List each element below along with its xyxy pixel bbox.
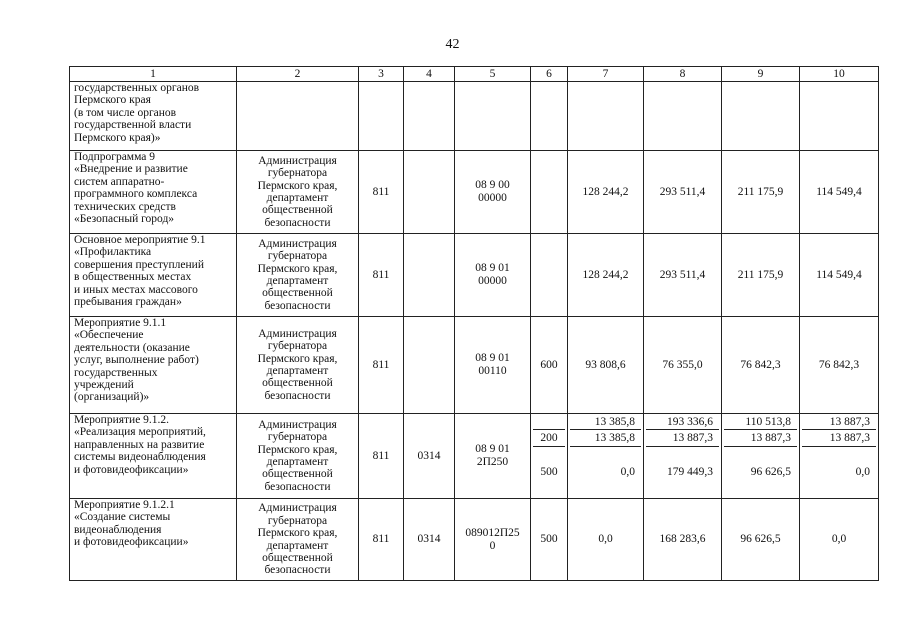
text-line: Пермского края, <box>257 352 338 365</box>
expense-type-cell <box>531 414 568 499</box>
text-line: «Профилактика <box>74 246 152 259</box>
target-article-cell <box>455 414 531 499</box>
amount-cell: 211 175,9 <box>722 234 800 317</box>
text-line: видеонаблюдения <box>74 523 162 536</box>
amount-value: 13 887,3 <box>646 430 719 447</box>
amount-cell: 0,0 <box>800 499 879 581</box>
target-article-cell <box>455 82 531 151</box>
text-line: общественной <box>262 204 333 217</box>
amount-cell <box>568 82 644 151</box>
table-body <box>70 67 879 581</box>
text-line: «Внедрение и развитие <box>74 163 188 176</box>
amount-cell: 76 842,3 <box>800 317 879 414</box>
column-header-row <box>70 67 879 82</box>
grbs-cell: 811 <box>359 414 404 499</box>
grbs-cell: 811 <box>359 151 404 234</box>
text-line: безопасности <box>264 389 331 402</box>
text-line: и фотовидеофиксации» <box>74 536 189 549</box>
table-row <box>70 317 879 414</box>
csr-line: 00110 <box>478 365 507 377</box>
text-line: программного комплекса <box>74 188 198 201</box>
csr-line: 08 9 01 <box>475 262 510 274</box>
executor-cell <box>237 151 359 234</box>
text-line: направленных на развитие <box>74 438 205 451</box>
grbs-cell <box>359 82 404 151</box>
measure-name-cell <box>70 82 237 151</box>
text-line: департамент <box>266 192 329 204</box>
expense-type-cell <box>531 151 568 234</box>
amount-value: 0,0 <box>620 465 635 478</box>
col-header: 8 <box>644 67 722 82</box>
amount-cell <box>800 414 879 499</box>
amount-value: 13 887,3 <box>724 430 797 447</box>
text-line: безопасности <box>264 564 331 577</box>
csr-line: 00000 <box>478 275 507 287</box>
text-line: учреждений <box>74 379 134 392</box>
amount-cell: 114 549,4 <box>800 234 879 317</box>
amount-value: 179 449,3 <box>667 465 713 478</box>
text-line: Администрация <box>258 502 337 515</box>
table-row <box>70 151 879 234</box>
text-line: «Обеспечение <box>74 329 144 342</box>
amount-cell <box>644 82 722 151</box>
target-article-cell <box>455 317 531 414</box>
csr-line: 08 9 01 <box>475 352 510 364</box>
measure-name-cell <box>70 414 237 499</box>
amount-cell: 93 808,6 <box>568 317 644 414</box>
table-row <box>70 82 879 151</box>
text-line: общественной <box>262 377 333 390</box>
text-line: Пермского края)» <box>74 131 161 144</box>
measure-name-cell <box>70 499 237 581</box>
text-line: безопасности <box>264 299 331 312</box>
amount-cell <box>722 82 800 151</box>
section-cell <box>404 82 455 151</box>
amount-value: 0,0 <box>855 465 870 478</box>
text-line: Администрация <box>258 154 337 167</box>
csr-line: 2П250 <box>476 456 509 468</box>
text-line: услуг, выполнение работ) <box>74 354 199 367</box>
amount-cell <box>568 414 644 499</box>
target-article-cell <box>455 499 531 581</box>
target-article-cell <box>455 151 531 234</box>
amount-cell: 114 549,4 <box>800 151 879 234</box>
expense-type-value: 200 <box>533 430 565 447</box>
amount-cell <box>800 82 879 151</box>
executor-cell <box>237 414 359 499</box>
table-row <box>70 234 879 317</box>
text-line: Мероприятие 9.1.1 <box>74 317 167 329</box>
col-header: 6 <box>531 67 568 82</box>
text-line: и иных местах массового <box>74 283 198 296</box>
col-header: 7 <box>568 67 644 82</box>
text-line: департамент <box>266 539 329 552</box>
text-line: государственных органов <box>74 82 200 94</box>
text-line: государственной власти <box>74 119 192 132</box>
measure-name-cell <box>70 151 237 234</box>
text-line: губернатора <box>267 514 328 527</box>
section-cell <box>404 317 455 414</box>
text-line: пребывания граждан» <box>74 296 182 309</box>
col-header: 1 <box>70 67 237 82</box>
text-line: совершения преступлений <box>74 258 204 271</box>
amount-cell <box>644 414 722 499</box>
expense-type-cell: 600 <box>531 317 568 414</box>
amount-value: 110 513,8 <box>724 415 797 430</box>
text-line: общественной <box>262 287 333 300</box>
amount-cell: 211 175,9 <box>722 151 800 234</box>
text-line: Основное мероприятие 9.1 <box>74 234 206 246</box>
text-line: (организаций)» <box>74 391 150 404</box>
text-line: «Безопасный город» <box>74 213 175 226</box>
text-line: Пермского края, <box>257 179 338 192</box>
text-line: Администрация <box>258 327 337 340</box>
amount-cell <box>722 414 800 499</box>
text-line: технических средств <box>74 200 176 213</box>
section-cell: 0314 <box>404 499 455 581</box>
amount-cell: 76 355,0 <box>644 317 722 414</box>
text-line: Администрация <box>258 418 337 431</box>
executor-cell <box>237 499 359 581</box>
executor-cell <box>237 317 359 414</box>
text-line: общественной <box>262 468 333 481</box>
col-header: 4 <box>404 67 455 82</box>
text-line: в общественных местах <box>74 271 192 284</box>
table-row <box>70 414 879 499</box>
amount-cell: 293 511,4 <box>644 151 722 234</box>
amount-cell: 96 626,5 <box>722 499 800 581</box>
text-line: и фотовидеофиксации» <box>74 463 189 476</box>
text-line: губернатора <box>267 250 328 263</box>
amount-cell: 168 283,6 <box>644 499 722 581</box>
amount-value: 13 385,8 <box>570 430 641 447</box>
text-line: Пермского края, <box>257 527 338 540</box>
amount-cell: 128 244,2 <box>568 234 644 317</box>
csr-line: 00000 <box>478 192 507 204</box>
col-header: 5 <box>455 67 531 82</box>
grbs-cell: 811 <box>359 317 404 414</box>
text-line: системы видеонаблюдения <box>74 451 206 464</box>
grbs-cell: 811 <box>359 499 404 581</box>
expense-type-cell <box>531 234 568 317</box>
amount-value: 96 626,5 <box>750 465 791 478</box>
text-line: (в том числе органов <box>74 106 177 119</box>
expense-type-cell <box>531 82 568 151</box>
text-line: систем аппаратно- <box>74 175 165 188</box>
amount-cell: 293 511,4 <box>644 234 722 317</box>
text-line: «Реализация мероприятий, <box>74 426 206 439</box>
text-line: Мероприятие 9.1.2. <box>74 414 170 426</box>
amount-value: 13 887,3 <box>802 430 876 447</box>
amount-value: 13 385,8 <box>570 415 641 430</box>
amount-cell: 128 244,2 <box>568 151 644 234</box>
text-line: государственных <box>74 366 158 379</box>
measure-name-cell <box>70 317 237 414</box>
text-line: безопасности <box>264 480 331 493</box>
csr-line: 08 9 01 <box>475 443 510 455</box>
text-line: департамент <box>266 456 329 468</box>
expense-type-value <box>533 415 565 430</box>
csr-line: 089012П25 <box>465 526 520 539</box>
budget-table <box>69 66 879 581</box>
text-line: Подпрограмма 9 <box>74 151 156 163</box>
text-line: департамент <box>266 365 329 377</box>
text-line: безопасности <box>264 216 331 229</box>
text-line: департамент <box>266 275 329 287</box>
amount-cell: 76 842,3 <box>722 317 800 414</box>
text-line: Пермского края, <box>257 262 338 275</box>
table-row <box>70 499 879 581</box>
executor-cell <box>237 234 359 317</box>
amount-value: 13 887,3 <box>802 415 876 430</box>
section-cell <box>404 151 455 234</box>
text-line: губернатора <box>267 340 328 353</box>
executor-cell <box>237 82 359 151</box>
section-cell: 0314 <box>404 414 455 499</box>
text-line: Администрация <box>258 237 337 250</box>
text-line: общественной <box>262 551 333 564</box>
text-line: деятельности (оказание <box>74 341 190 354</box>
section-cell <box>404 234 455 317</box>
col-header: 10 <box>800 67 879 82</box>
measure-name-cell <box>70 234 237 317</box>
target-article-cell <box>455 234 531 317</box>
text-line: Пермского края, <box>257 443 338 456</box>
col-header: 3 <box>359 67 404 82</box>
text-line: губернатора <box>267 167 328 180</box>
text-line: Мероприятие 9.1.2.1 <box>74 499 175 511</box>
expense-type-value: 500 <box>540 465 558 478</box>
expense-type-cell: 500 <box>531 499 568 581</box>
csr-line: 08 9 00 <box>475 179 510 191</box>
text-line: Пермского края <box>74 94 151 107</box>
text-line: губернатора <box>267 431 328 444</box>
grbs-cell: 811 <box>359 234 404 317</box>
amount-value: 193 336,6 <box>646 415 719 430</box>
text-line: «Создание системы <box>74 511 171 524</box>
page-number: 42 <box>445 37 460 52</box>
amount-cell: 0,0 <box>568 499 644 581</box>
col-header: 2 <box>237 67 359 82</box>
csr-line: 0 <box>489 539 496 552</box>
col-header: 9 <box>722 67 800 82</box>
